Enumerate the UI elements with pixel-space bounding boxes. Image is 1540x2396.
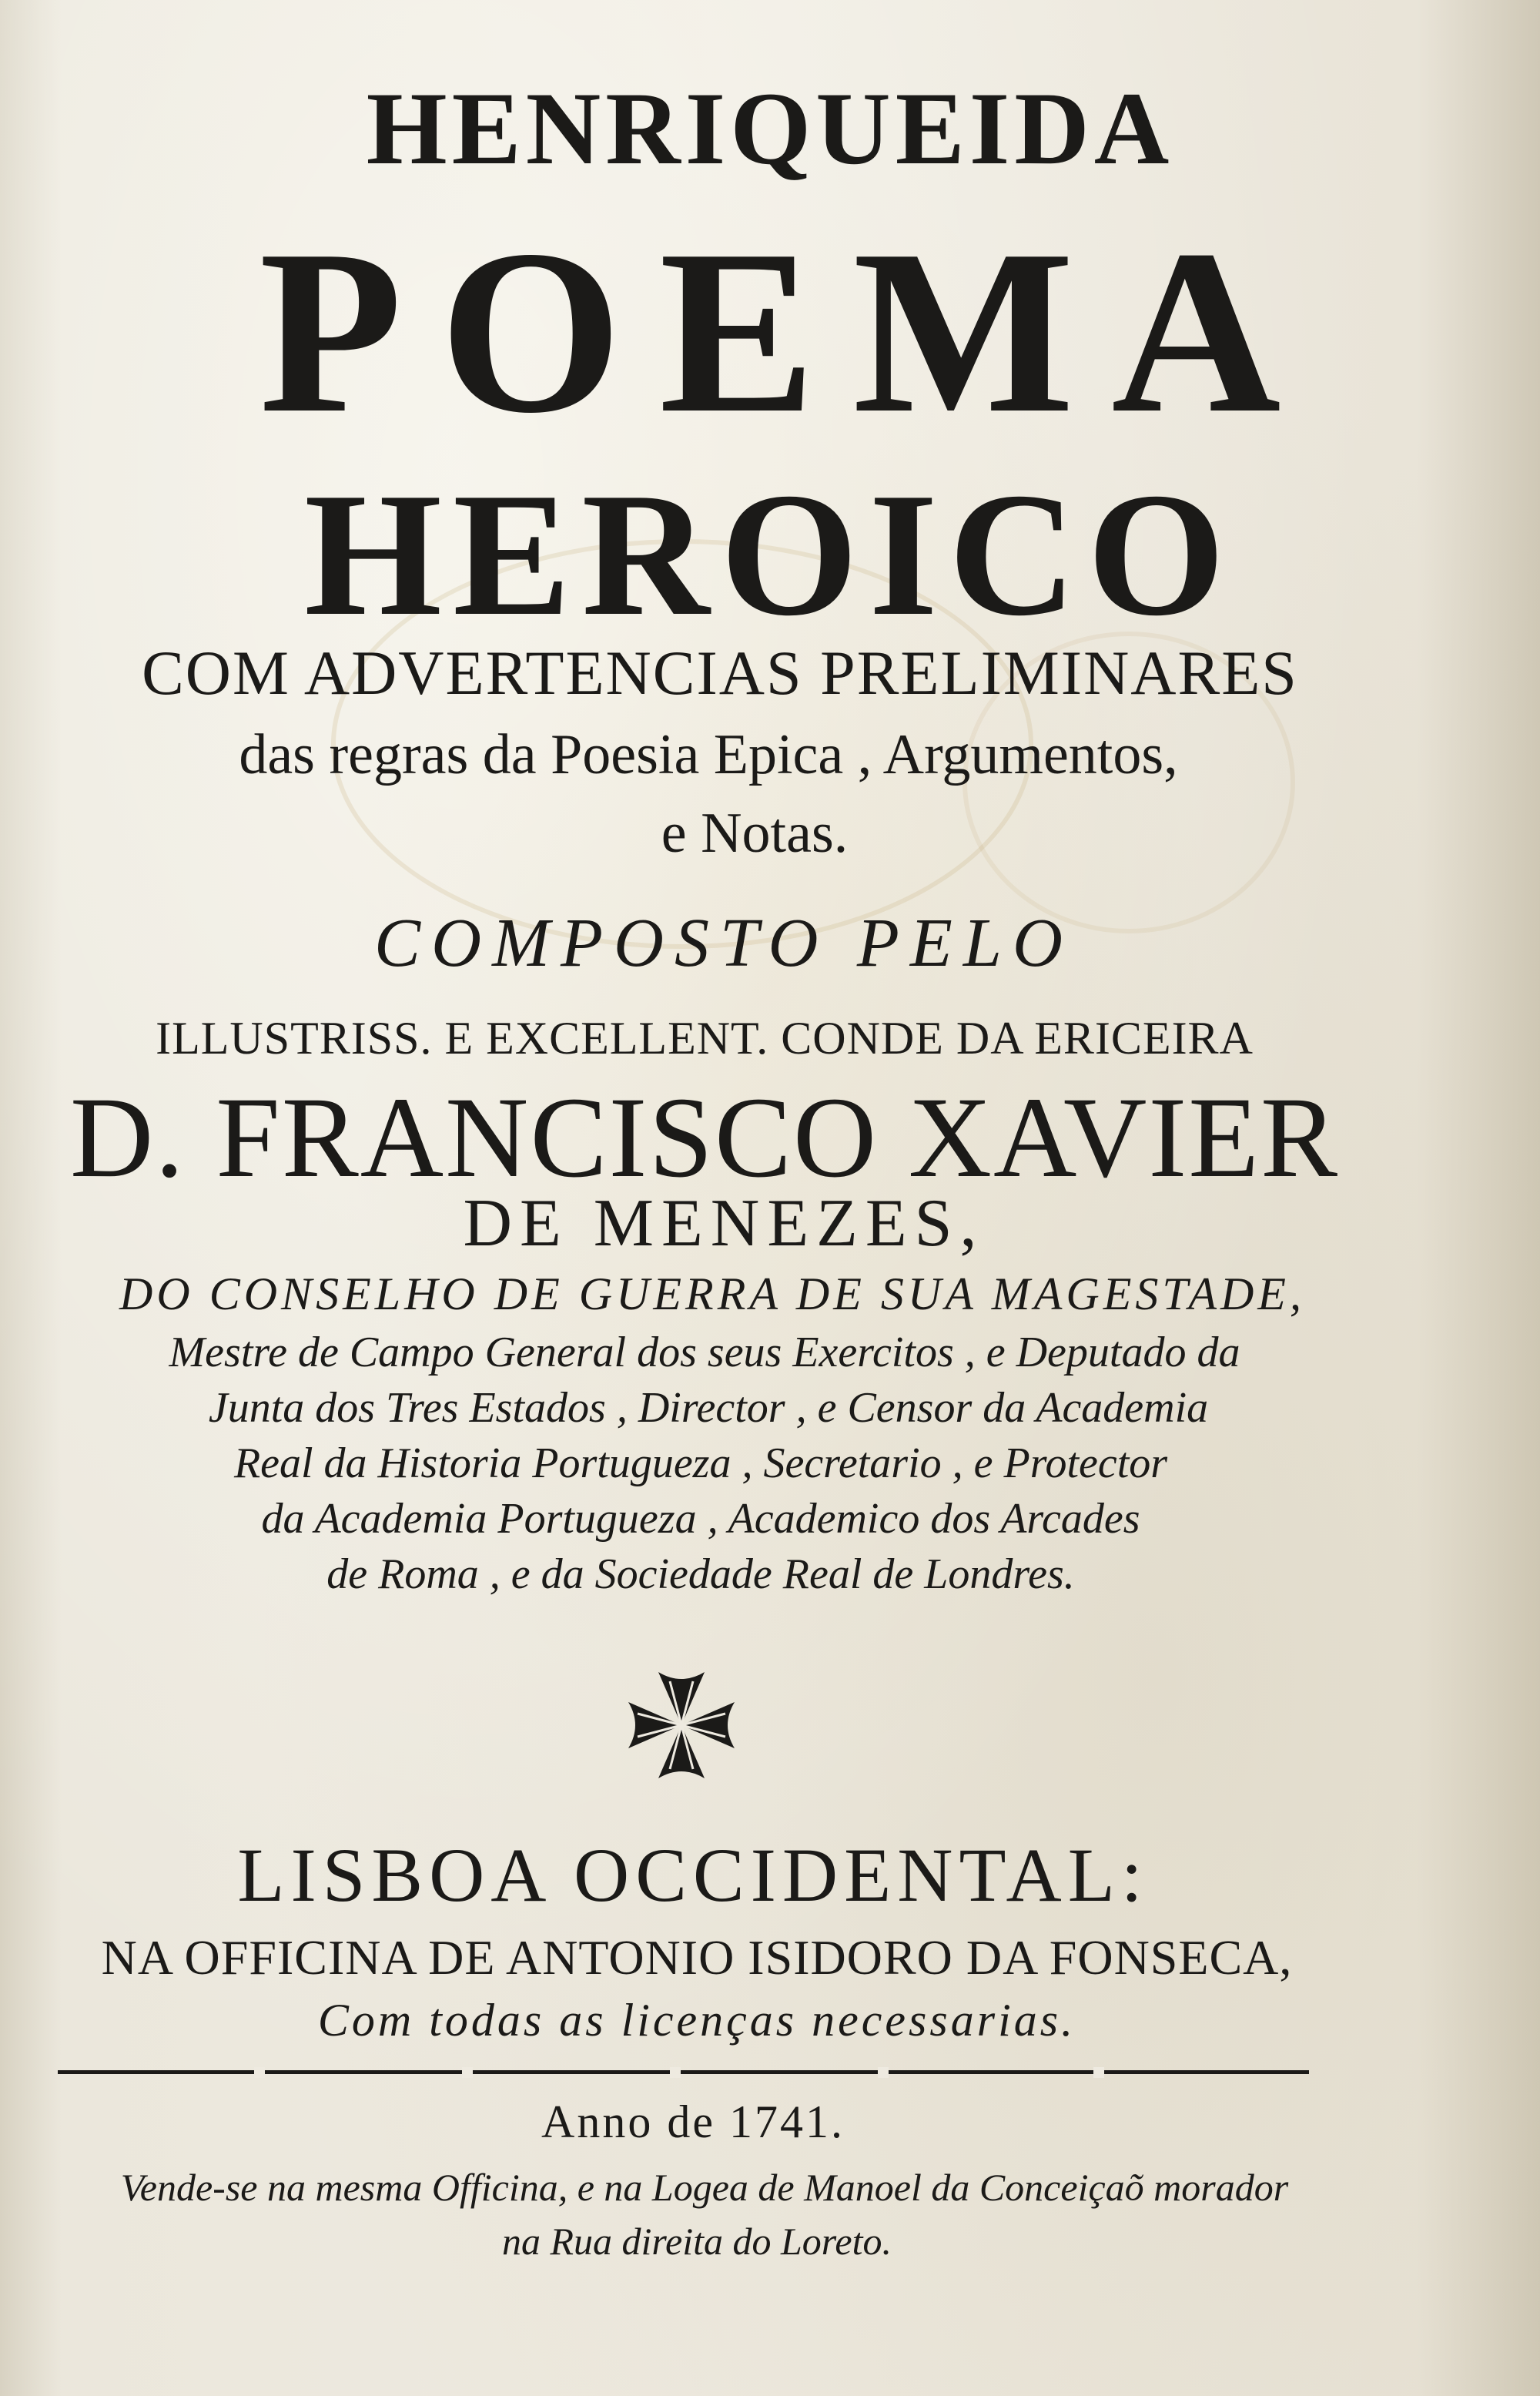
- imprint-sale-line-2: na Rua direita do Loreto.: [501, 2220, 892, 2263]
- imprint-licence: Com todas as licenças necessarias.: [317, 1995, 1076, 2046]
- imprint-place: LISBOA OCCIDENTAL:: [237, 1832, 1149, 1918]
- composto-pelo: COMPOSTO PELO: [374, 905, 1073, 981]
- credits-line-6: de Roma , e da Sociedade Real de Londres.: [326, 1550, 1075, 1598]
- subtitle-notas: e Notas.: [661, 802, 849, 865]
- imprint-year: Anno de 1741.: [541, 2096, 845, 2147]
- credits-line-1: DO CONSELHO DE GUERRA DE SUA MAGESTADE,: [119, 1268, 1305, 1319]
- author-name: D. FRANCISCO XAVIER: [69, 1074, 1339, 1201]
- credits-line-5: da Academia Portugueza , Academico dos Arcades: [261, 1495, 1140, 1543]
- rule-divider: [58, 2070, 1309, 2074]
- rule-gap: [462, 2067, 473, 2078]
- imprint-sale-line-1: Vende-se na mesma Officina, e na Logea de Manoel da Conceiçaõ morador: [120, 2166, 1289, 2209]
- subtitle-regras: das regras da Poesia Epica , Argumentos,: [239, 723, 1178, 786]
- credits-line-3: Junta dos Tres Estados , Director , e Censor da Academia: [208, 1384, 1209, 1432]
- title-poema: POEMA: [259, 201, 1318, 461]
- subtitle-advertencias: COM ADVERTENCIAS PRELIMINARES: [142, 638, 1298, 708]
- title-heroico: HEROICO: [304, 456, 1236, 652]
- title-henriqueida: HENRIQUEIDA: [366, 72, 1174, 186]
- rule-gap: [254, 2067, 265, 2078]
- credits-line-4: Real da Historia Portugueza , Secretario , e Protector: [233, 1439, 1168, 1487]
- conde-da-ericeira: ILLUSTRISS. E EXCELLENT. CONDE DA ERICEIRA: [156, 1013, 1254, 1064]
- rule-gap: [878, 2067, 889, 2078]
- maltese-cross-icon: [624, 1667, 739, 1783]
- imprint-printer: NA OFFICINA DE ANTONIO ISIDORO DA FONSECA,: [101, 1930, 1293, 1985]
- rule-gap: [1093, 2067, 1104, 2078]
- rule-gap: [670, 2067, 681, 2078]
- author-surname: DE MENEZES,: [463, 1186, 985, 1261]
- credits-line-2: Mestre de Campo General dos seus Exercitos , e Deputado da: [169, 1329, 1240, 1376]
